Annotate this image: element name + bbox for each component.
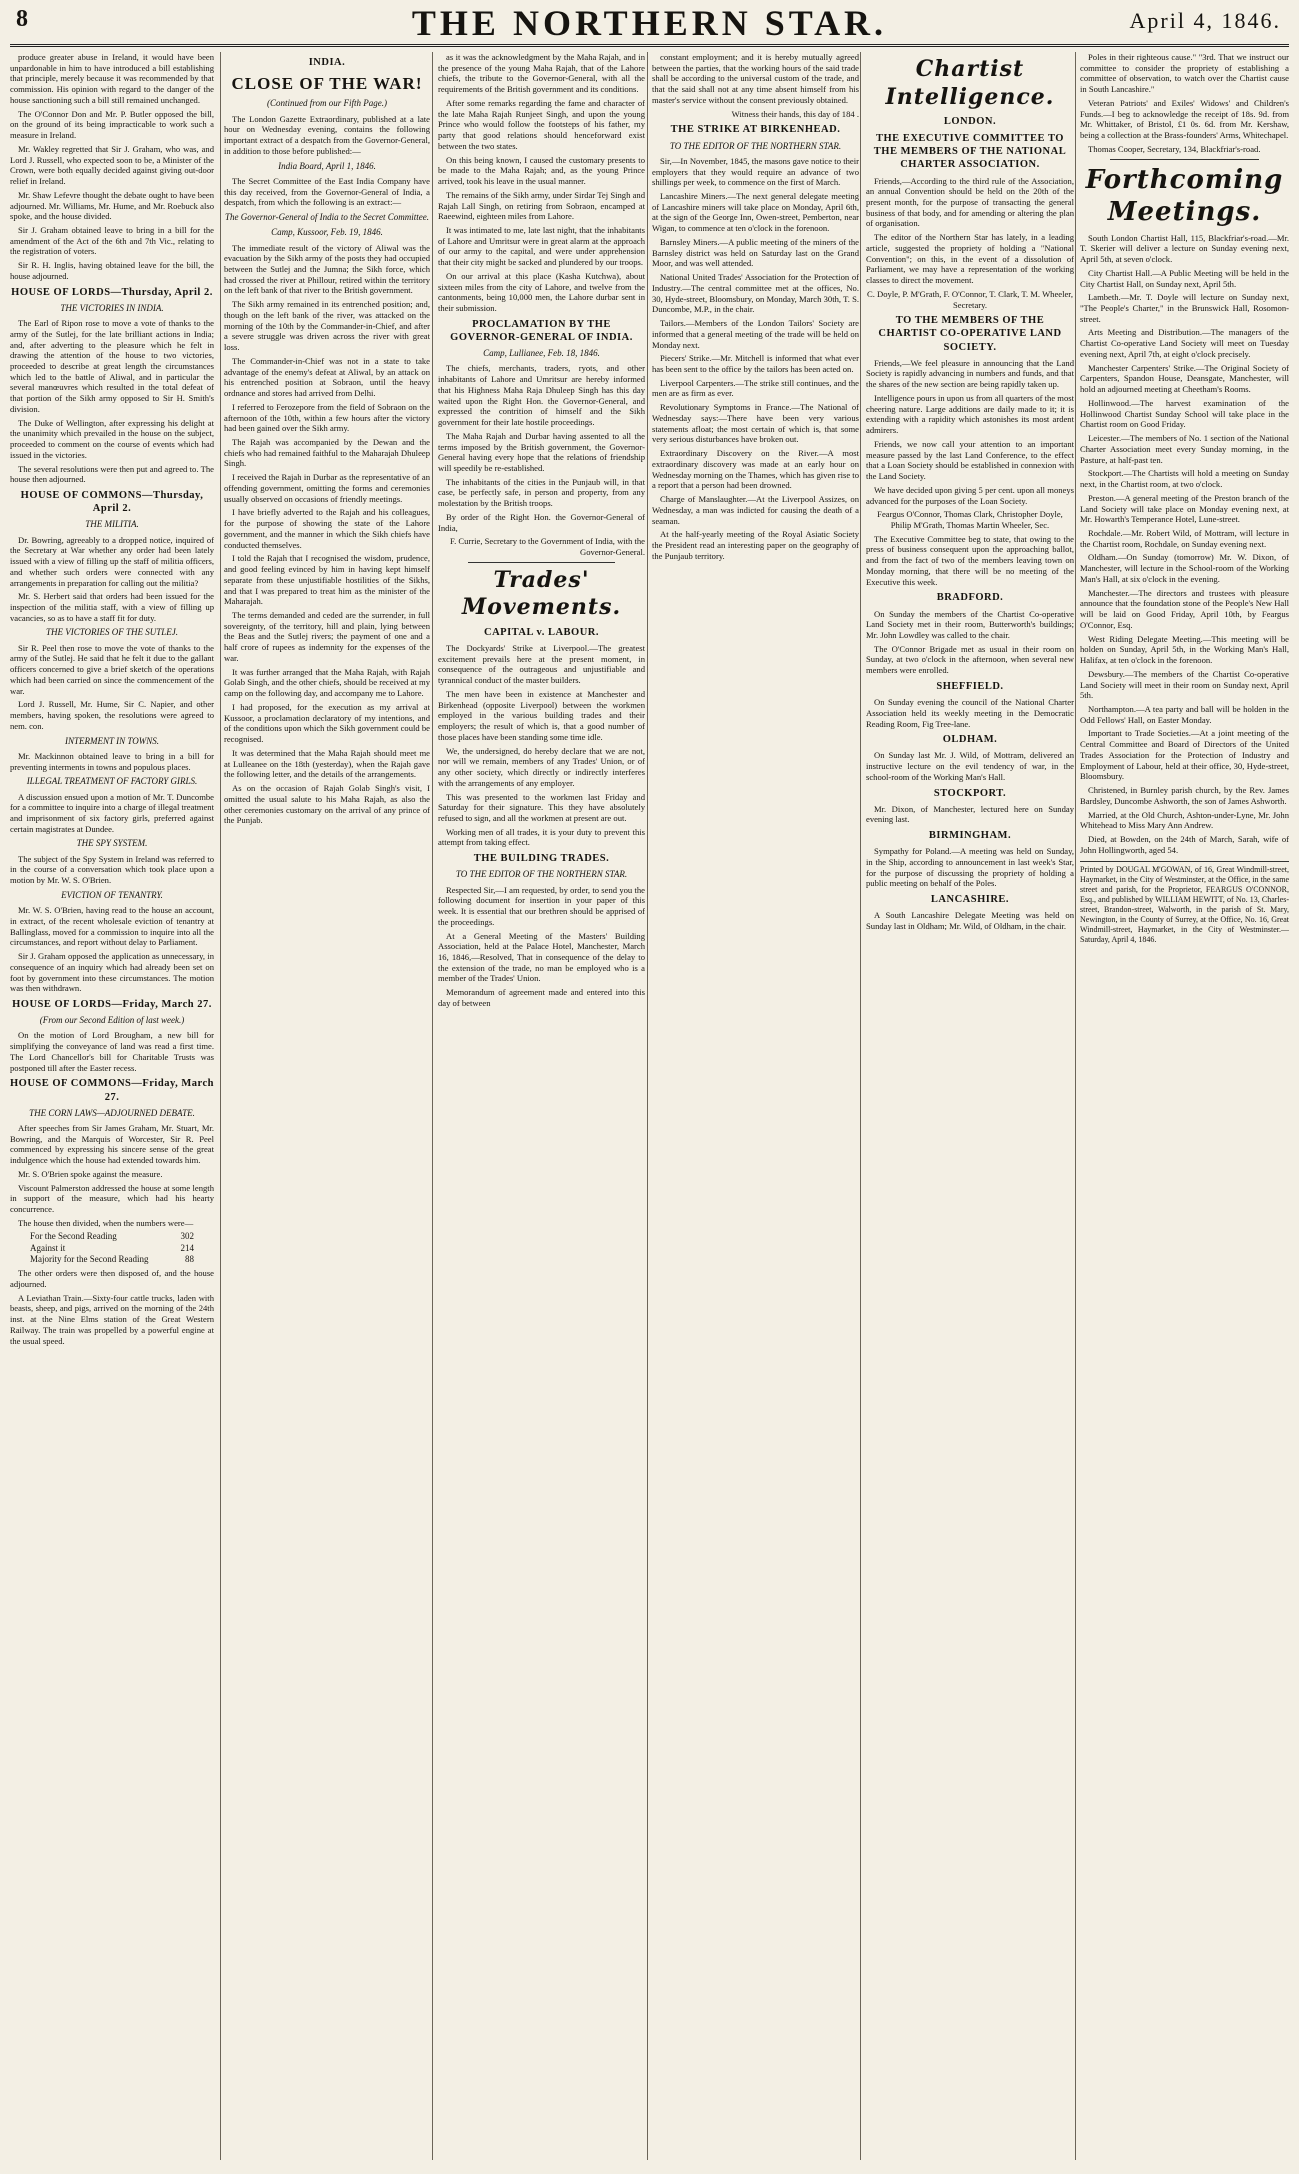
article-paragraph: Tailors.—Members of the London Tailors' Society are informed that a general meeting of the trade will be held on Monday next. <box>652 318 859 350</box>
column-3 <box>438 52 645 2162</box>
article-paragraph: Respected Sir,—I am requested, by order, to send you the following document for insertion in your paper of this week. It is essential that our brethren should be apprised of the proceedings. <box>438 884 645 927</box>
land-society-signatories: Feargus O'Connor, Thomas Clark, Christopher Doyle, Philip M'Grath, Thomas Martin Wheeler, Sec. <box>877 509 1063 530</box>
article-paragraph: The chiefs, merchants, traders, ryots, and other inhabitants of Lahore and Umritsur are hereby informed that his Highness Maha Raja Dhuleep Singh has this day waited upon the Right Hon. the Governor-General, and expressed the contrition of himself and the Sikh government for their late hostile proceedings. <box>438 363 645 428</box>
divider <box>1110 159 1259 160</box>
article-paragraph: Lord J. Russell, Mr. Hume, Sir C. Napier, and other members, having spoken, the resolutions were agreed to nem. con. <box>10 699 214 731</box>
article-paragraph: I received the Rajah in Durbar as the representative of an offending government, omitting the forms and ceremonies usually observed on occasions of friendly meetings. <box>224 472 430 504</box>
article-paragraph: The London Gazette Extraordinary, published at a late hour on Wednesday evening, contains the following important extract of a despatch from the Governor-General, in addition to those before published:— <box>224 113 430 156</box>
article-paragraph: Mr. Mackinnon obtained leave to bring in a bill for preventing interments in towns and populous places. <box>10 750 214 772</box>
masthead-rule <box>10 44 1289 47</box>
article-paragraph: Friends,—We feel pleasure in announcing that the Land Society is rapidly advancing in numbers and funds, and that the shares of the new section are being rapidly taken up. <box>866 357 1074 390</box>
article-paragraph: The several resolutions were then put and agreed to. The house then adjourned. <box>10 463 214 485</box>
article-paragraph: The Dockyards' Strike at Liverpool.—The greatest excitement prevails here at the present moment, in consequence of the outrageous and unjustifiable and tyrannical conduct of the master builders. <box>438 643 645 686</box>
article-paragraph: Memorandum of agreement made and entered into this day of between <box>438 987 645 1008</box>
article-paragraph: On Sunday the members of the Chartist Co-operative Land Society met in their room, Butterworth's buildings; Mr. John Lowdley was called to the chair. <box>866 608 1074 640</box>
column-5 <box>866 52 1074 2162</box>
article-heading: Camp, Kussoor, Feb. 19, 1846. <box>271 227 383 238</box>
article-heading: THE VICTORIES IN INDIA. <box>60 302 164 313</box>
executive-address-heading: THE EXECUTIVE COMMITTEE TO THE MEMBERS OF THE NATIONAL CHARTER ASSOCIATION. <box>873 133 1067 171</box>
article-heading: HOUSE OF COMMONS—Friday, March 27. <box>10 1078 214 1103</box>
article-paragraph: Friends, we now call your attention to an important measure passed by the last Land Conference, to the effect that a Loan Society should be established in connexion with the Land Society. <box>866 438 1074 482</box>
article-paragraph: City Chartist Hall.—A Public Meeting will be held in the City Chartist Hall, on Sunday next, April 5th. <box>1080 267 1289 289</box>
article-paragraph: Working men of all trades, it is your duty to prevent this attempt from taking effect. <box>438 826 645 848</box>
article-heading: Camp, Lullianee, Feb. 18, 1846. <box>483 348 600 359</box>
division-result <box>30 1231 194 1265</box>
newspaper-title: THE NORTHERN STAR. <box>411 3 888 43</box>
article-paragraph: Sir R. Peel then rose to move the vote of thanks to the army of the Sutlej. He said that he felt it due to the gallant officers concerned to give a brief sketch of the operations which had been carried on since the commencement of the war. <box>10 642 214 696</box>
article-heading: India Board, April 1, 1846. <box>278 160 376 171</box>
article-paragraph: Extraordinary Discovery on the River.—A most extraordinary discovery was made at an early hour on Wednesday morning on the Thames, which has given rise to a report that a person had been drowned. <box>652 448 859 491</box>
masthead <box>0 0 1299 50</box>
article-heading: (From our Second Edition of last week.) <box>39 1015 185 1026</box>
article-paragraph: Leicester.—The members of No. 1 section of the National Charter Association meet every Sunday morning, in the Pasture, at half-past ten. <box>1080 433 1289 465</box>
article-paragraph: We, the undersigned, do hereby declare that we are not, nor will we remain, members of any Trades' Union, or of any other society, which directly or indirectly interferes with the arrangements of any employer. <box>438 745 645 788</box>
forthcoming-meetings-title: Forthcoming Meetings. <box>1085 164 1284 228</box>
article-paragraph: On this being known, I caused the customary presents to be made to the Maha Rajah; and, as the young Prince arrived, took his leave in the usual manner. <box>438 154 645 187</box>
article-paragraph: Mr. Shaw Lefevre thought the debate ought to have been adjourned. Mr. Williams, Mr. Hume, and Mr. Roebuck also spoke, and the house divided. <box>10 189 214 222</box>
issue-date: April 4, 1846. <box>1129 8 1281 33</box>
article-paragraph: At a General Meeting of the Masters' Building Association, held at the Palace Hotel, Manchester, March 16, 1846,—Resolved, That in consequence of the delay to the extension of the trade, no man be employed who is a member of the Trades' Union. <box>438 930 645 984</box>
article-paragraph: constant employment; and it is hereby mutually agreed between the parties, that the working hours of the said trade shall be according to the universal custom of the trade, and that the said shall not at any time absent himself from his master's service without the consent previously obtained. <box>652 52 859 105</box>
article-paragraph: Poles in their righteous cause." "3rd. That we instruct our committee to consider the propriety of establishing a committee of observation, to watch over the Chartist cause in South Lancashire." <box>1080 52 1289 95</box>
article-paragraph: It was determined that the Maha Rajah should meet me at Lulleanee on the 18th (yesterday), when the Rajah gave the following letter, and the details of the arrangements. <box>224 747 430 780</box>
vote-label: Against it <box>30 1242 66 1253</box>
article-heading: HOUSE OF COMMONS—Thursday, April 2. <box>20 490 204 515</box>
article-paragraph: On our arrival at this place (Kasha Kutchwa), about sixteen miles from the city of Lahore, and twelve from the cantonments, being 10,000 men, the Lahore durbar sent in their submission. <box>438 270 645 314</box>
article-heading: HOUSE OF LORDS—Friday, March 27. <box>12 999 212 1011</box>
executive-signatories: C. Doyle, P. M'Grath, F. O'Connor, T. Clark, T. M. Wheeler, Secretary. <box>867 288 1073 310</box>
article-heading: THE MILITIA. <box>85 519 139 530</box>
article-heading: SHEFFIELD. <box>936 680 1004 692</box>
article-paragraph: Lambeth.—Mr. T. Doyle will lecture on Sunday next, "The People's Charter," in the Brunswick Hall, Rosomon-street. <box>1080 292 1289 324</box>
article-paragraph: Christened, in Burnley parish church, by the Rev. James Bardsley, Duncombe Ashworth, the son of James Ashworth. <box>1080 785 1289 806</box>
article-paragraph: By order of the Right Hon. the Governor-General of India, <box>438 511 645 533</box>
article-paragraph: Veteran Patriots' and Exiles' Widows' and Children's Funds.—I beg to acknowledge the receipt of 18s. 9d. from Mr. Whittaker, of Bristol, £1 0s. 6d. from Mr. Kershaw, being a collection at the Brass-founders' Arms, Whitechapel. <box>1080 97 1289 141</box>
chartist-intelligence-title: Chartist Intelligence. <box>885 56 1055 110</box>
article-heading: THE VICTORIES OF THE SUTLEJ. <box>45 627 179 638</box>
article-paragraph: A Leviathan Train.—Sixty-four cattle trucks, laden with beasts, sheep, and pigs, arrived on the morning of the 24th inst. at the Nine Elms station of the Great Western Railway. The train was propelled by a powerful engine at the usual speed. <box>10 1292 214 1346</box>
article-paragraph: South London Chartist Hall, 115, Blackfriar's-road.—Mr. T. Skerier will deliver a lecture on Sunday evening next, April 5th, at seven o'clock. <box>1080 232 1289 265</box>
article-paragraph: The Duke of Wellington, after expressing his delight at the unanimity which prevailed in the house on the subject, proceeded to comment on the course of events which had issued in the victories. <box>10 417 214 460</box>
article-heading: LANCASHIRE. <box>930 894 1010 906</box>
article-paragraph: Manchester Carpenters' Strike.—The Original Society of Carpenters, Spandon House, Deansgate, Manchester, will hold an adjourned meeting at Cheetham's Rooms. <box>1080 362 1289 395</box>
article-paragraph: Mr. S. O'Brien spoke against the measure. <box>18 1168 163 1179</box>
article-paragraph: National United Trades' Association for the Protection of Industry.—The central committee met at the offices, No. 30, Hyde-street, Bloomsbury, on Monday, March 30th, T. S. Duncombe, M.P., in the chair. <box>652 272 859 315</box>
article-heading: The Governor-General of India to the Secret Committee. <box>225 212 429 223</box>
article-paragraph: Died, at Bowden, on the 24th of March, Sarah, wife of John Hollingworth, aged 54. <box>1080 834 1289 855</box>
article-heading: TO THE EDITOR OF THE NORTHERN STAR. <box>455 869 628 880</box>
article-paragraph: Mr. S. Herbert said that orders had been issued for the inspection of the militia staff, with a view of filling up vacancies, so as to have a staff fit for duty. <box>10 591 214 623</box>
article-paragraph: The Executive Committee beg to state, that owing to the press of business consequent upon the approaching ballot, and from the fact of two of the members leaving town on Monday morning, that there will be no meeting of the Executive this week. <box>866 533 1074 587</box>
article-paragraph: Preston.—A general meeting of the Preston branch of the Land Society will take place on Monday evening next, at Mr. Howarth's Temperance Hotel, Lune-street. <box>1080 492 1289 525</box>
article-paragraph: We have decided upon giving 5 per cent. upon all moneys advanced for the purposes of the Loan Society. <box>866 484 1074 506</box>
vote-count: 88 <box>185 1253 194 1264</box>
article-paragraph: as it was the acknowledgment by the Maha Rajah, and in the presence of the young Maha Rajah, that of the Lahore chiefs, the tribute to the Governor-General, with all the requirements of the British government and its conditions. <box>438 52 645 95</box>
article-paragraph: The O'Connor Brigade met as usual in their room on Sunday, at two o'clock in the afternoon, when several new members were enrolled. <box>866 643 1074 676</box>
subheadline: (Continued from our Fifth Page.) <box>267 98 387 109</box>
article-heading: THE STRIKE AT BIRKENHEAD. <box>670 124 841 136</box>
article-heading: EVICTION OF TENANTRY. <box>61 889 163 900</box>
article-paragraph: The Maha Rajah and Durbar having assented to all the terms imposed by the British government, the Governor-General having every hope that the relations of friendship will speedily be re-established. <box>438 430 645 473</box>
article-paragraph: It was intimated to me, late last night, that the inhabitants of Lahore and Umritsur were in great alarm at the approach of our army to the capital, and were under apprehension that their city might be sacked and plundered by our troops. <box>438 225 645 268</box>
column-6 <box>1080 52 1289 2162</box>
article-heading: THE SPY SYSTEM. <box>76 838 148 849</box>
article-paragraph: The men have been in existence at Manchester and Birkenhead (opposite Liverpool) between the workmen employed in the various building trades and their employers; the result of which is, that a good number of those places have been standing some time idle. <box>438 688 645 742</box>
article-paragraph: Mr. Dixon, of Manchester, lectured here on Sunday evening last. <box>866 803 1074 825</box>
column-1-lead: produce greater abuse in Ireland, it would have been unpardonable in him to have introduced a bill establishing that principle, merely because it was recommended by that commission. His opinion with regard to the danger of the house sanctioning such a bill still remained unchanged. <box>10 52 214 105</box>
article-paragraph: Revolutionary Symptoms in France.—The National of Wednesday says:—There have been very various statements afloat; the most certain of which is, that some very serious disturbances have broken out. <box>652 402 859 445</box>
article-heading: HOUSE OF LORDS—Thursday, April 2. <box>11 286 213 298</box>
article-paragraph: The Sikh army remained in its entrenched position; and, though on the left bank of the river, was attacked on the morning of the 10th by the Commander-in-Chief, and after a severe struggle was driven across the river with great loss. <box>224 299 430 353</box>
article-paragraph: Dr. Bowring, agreeably to a dropped notice, inquired of the Secretary at War whether any order had been lately issued with a view of filling up the staff of militia officers, and whether such orders were connected with any arrangements in preparation for calling out the militia? <box>10 534 214 588</box>
article-paragraph: On the motion of Lord Brougham, a new bill for simplifying the conveyance of land was read a first time. The Lord Chancellor's bill for Charitable Trusts was postponed till after the Easter recess. <box>10 1030 214 1073</box>
land-society-heading: TO THE MEMBERS OF THE CHARTIST CO-OPERATIVE LAND SOCIETY. <box>878 315 1062 353</box>
vote-row <box>30 1231 194 1242</box>
vote-label: Majority for the Second Reading <box>30 1253 149 1264</box>
article-paragraph: The O'Connor Don and Mr. P. Butler opposed the bill, on the ground of its being impracticable to work such a measure in Ireland. <box>10 108 214 141</box>
article-heading: INTERMENT IN TOWNS. <box>65 735 159 746</box>
divider <box>468 562 615 563</box>
article-paragraph: Dewsbury.—The members of the Chartist Co-operative Land Society will meet in their room on Sunday next, April 5th. <box>1080 668 1289 701</box>
article-paragraph: Friends,—According to the third rule of the Association, an annual Convention should be held on the 20th of the present month, for the purpose of transacting the general business of that body, and for amending or altering the plan of organisation. <box>866 175 1074 229</box>
article-paragraph: Sir,—In November, 1845, the masons gave notice to their employers that they would require an advance of two shillings per week, to commence on the first of March. <box>652 155 859 188</box>
article-paragraph: Rochdale.—Mr. Robert Wild, of Mottram, will lecture in the Chartist room, Rochdale, on Sunday evening next. <box>1080 527 1289 549</box>
article-paragraph: On Sunday last Mr. J. Wild, of Mottram, delivered an instructive lecture on the evil tendency of war, in the school-room of the Working Man's Hall. <box>866 750 1074 782</box>
article-paragraph: Manchester.—The directors and trustees with pleasure announce that the foundation stone of the People's New Hall will be laid on Good Friday, April 10th, by Feargus O'Connor, Esq. <box>1080 587 1289 630</box>
section-title: INDIA. <box>308 57 346 68</box>
article-paragraph: After some remarks regarding the fame and character of the late Maha Rajah Runjeet Singh, and upon the young Prince who would follow the footsteps of his father, my party that good relations should henceforward exist between the two states. <box>438 97 645 151</box>
article-paragraph: The other orders were then disposed of, and the house adjourned. <box>10 1268 214 1289</box>
headline: CLOSE OF THE WAR! <box>231 74 423 94</box>
article-paragraph: Sir J. Graham opposed the application as unnecessary, in consequence of an inquiry which had already been set on foot by government into these circumstances. The motion was then withdrawn. <box>10 951 214 994</box>
article-paragraph: Charge of Manslaughter.—At the Liverpool Assizes, on Wednesday, a man was indicted for causing the death of a seaman. <box>652 494 859 526</box>
article-paragraph: Barnsley Miners.—A public meeting of the miners of the Barnsley district was held on Saturday last on the Grand Moor, and was well attended. <box>652 236 859 269</box>
article-heading: PROCLAMATION BY THE GOVERNOR-GENERAL OF INDIA. <box>450 318 633 344</box>
article-paragraph: Oldham.—On Sunday (tomorrow) Mr. W. Dixon, of Manchester, will lecture in the School-room of the Working Man's Hall, at six o'clock in the evening. <box>1080 552 1289 584</box>
article-paragraph: I told the Rajah that I recognised the wisdom, prudence, and good feeling evinced by him in having kept himself separate from these unjustifiable hostilities of the Sikhs, and that I was prepared to treat him as the minister of the Maharajah. <box>224 553 430 607</box>
article-paragraph: Mr. W. S. O'Brien, having read to the house an account, in extract, of the recent wholesale eviction of tenantry at Ballinglass, moved for a commission to inquire into all the circumstances, and report without delay to Parliament. <box>10 905 214 948</box>
article-paragraph: As on the occasion of Rajah Golab Singh's visit, I omitted the usual salute to his Maha Rajah, as also the other ceremonies customary on the arrival of any prince of the Punjab. <box>224 783 430 826</box>
article-paragraph: Sir J. Graham obtained leave to bring in a bill for the amendment of the Act of the 6th and 7th Vic., relating to the registration of voters. <box>10 225 214 257</box>
article-paragraph: The house then divided, when the numbers were— <box>18 1217 194 1228</box>
signature: F. Currie, Secretary to the Government of India, with the Governor-General. <box>449 536 645 558</box>
vote-label: For the Second Reading <box>30 1231 117 1242</box>
article-paragraph: Viscount Palmerston addressed the house at some length in support of the measure, which had his hearty concurrence. <box>10 1182 214 1215</box>
article-paragraph: A discussion ensued upon a motion of Mr. T. Duncombe for a committee to inquire into a charge of illegal treatment and imprisonment of six factory girls, preferred against certain magistrates at Dundee. <box>10 791 214 834</box>
column-1 <box>10 52 214 2162</box>
article-paragraph: The Secret Committee of the East India Company have this day received, from the Governor-General of India, a despatch, from which the following is an extract:— <box>224 175 430 208</box>
vote-row <box>30 1243 194 1254</box>
article-paragraph: This was presented to the workmen last Friday and Saturday for their signature. This they have absolutely refused to sign, and all the workmen at present are out. <box>438 791 645 824</box>
article-paragraph: West Riding Delegate Meeting.—This meeting will be holden on Sunday, April 5th, in the Working Man's Hall, Halifax, at ten o'clock in the forenoon. <box>1080 633 1289 666</box>
article-paragraph: Lancashire Miners.—The next general delegate meeting of Lancashire miners will take place on Monday, April 6th, at the sign of the George Inn, Owen-street, Pemberton, near Wigan, to commence at ten o'clock in the forenoon. <box>652 190 859 234</box>
dateline-london: LONDON. <box>943 116 997 127</box>
article-paragraph: At the half-yearly meeting of the Royal Asiatic Society the President read an interesting paper on the geography of the Punjaub territory. <box>652 529 859 561</box>
article-paragraph: Sympathy for Poland.—A meeting was held on Sunday, in the Ship, according to announcement in last week's Star, for the purpose of discussing the propriety of holding a public meeting on behalf of the Poles. <box>866 846 1074 889</box>
article-heading: OLDHAM. <box>942 734 998 746</box>
article-paragraph: Arts Meeting and Distribution.—The managers of the Chartist Co-operative Land Society will meet on Tuesday evening next, April 7th, at eight o'clock precisely. <box>1080 327 1289 359</box>
article-paragraph: Piecers' Strike.—Mr. Mitchell is informed that what ever has been sent to the office by the tailors has been acted on. <box>652 353 859 374</box>
printer-imprint: Printed by DOUGAL M'GOWAN, of 16, Great Windmill-street, Haymarket, in the City of Westminster, at the Office, in the same street and parish, for the Proprietor, FEARGUS O'CONNOR, Esq., and published by WILLIAM HEWITT, of No. 13, Charles-street, Brandon-street, Walworth, in the parish of St. Mary, Newington, in the County of Surrey, at the Office, No. 16, Great Windmill-street, Haymarket, in the City of Westminster.—Saturday, April 4, 1846. <box>1080 861 1289 945</box>
article-paragraph: Sir R. H. Inglis, having obtained leave for the bill, the house adjourned. <box>10 260 214 281</box>
article-paragraph: The Earl of Ripon rose to move a vote of thanks to the army of the Sutlej, for the late brilliant actions in India; and, after adverting to the pleasure which he felt in drawing the attention of the house to two victories, proceeded to describe at great length the circumstances which led to the battle of Aliwal, and in particular the several manœuvres which resulted in the total defeat of that portion of the Sikh army opposed to Sir H. Smith's division. <box>10 318 214 414</box>
article-paragraph: The immediate result of the victory of Aliwal was the evacuation by the Sikh army of the posts they had occupied between the Sutlej and the Jumna; the Sikh force, which had crossed the river at Phillour, retired within the territory on the left bank of that river to the British government. <box>224 242 430 296</box>
article-paragraph: A South Lancashire Delegate Meeting was held on Sunday last in Oldham; Mr. Wild, of Oldham, in the chair. <box>866 910 1074 932</box>
vote-row <box>30 1254 194 1265</box>
vote-count: 302 <box>180 1231 194 1242</box>
article-paragraph: The subject of the Spy System in Ireland was referred to in the course of a conversation which took place upon a motion by Mr. W. S. O'Brien. <box>10 853 214 886</box>
article-heading: TO THE EDITOR OF THE NORTHERN STAR. <box>669 140 842 151</box>
article-paragraph: I referred to Ferozepore from the field of Sobraon on the afternoon of the 10th, within a few hours after the victory had been gained over the Sikh army. <box>224 401 430 434</box>
trades-movements-title: Trades' Movements. <box>461 566 622 621</box>
article-paragraph: Mr. Wakley regretted that Sir J. Graham, who was, and Lord J. Russell, who expected soon to be, a Minister of the Crown, were both equally decided against giving out-door relief in Ireland. <box>10 143 214 187</box>
article-paragraph: After speeches from Sir James Graham, Mr. Stuart, Mr. Bowring, and the Marquis of Worcester, Sir R. Peel commenced by expressing his sincere sense of the great indulgence which the house had extended towards him. <box>10 1122 214 1166</box>
article-paragraph: The editor of the Northern Star has lately, in a leading article, suggested the propriety of holding a "National Convention"; on this, in the event of a dissolution of Parliament, we may have a representation of the working classes to direct the movement. <box>866 232 1074 286</box>
article-heading: THE BUILDING TRADES. <box>473 853 610 865</box>
article-paragraph: On Sunday evening the council of the National Charter Association held its weekly meeting in the Democratic Reading Room, Fig Tree-lane. <box>866 697 1074 729</box>
article-paragraph: Hollinwood.—The harvest examination of the Hollinwood Chartist Sunday School will take place in the Chartist room on Good Friday. <box>1080 397 1289 430</box>
vote-count: 214 <box>180 1242 194 1253</box>
trades-subtitle: CAPITAL v. LABOUR. <box>484 626 599 638</box>
article-paragraph: The Commander-in-Chief was not in a state to take advantage of the enemy's defeat at Aliwal, by an attack on his entrenched position at Sobraon, until the heavy ordnance and stores had arrived from Delhi. <box>224 355 430 399</box>
article-paragraph: Married, at the Old Church, Ashton-under-Lyne, Mr. John Whitehead to Miss Mary Ann Andrew. <box>1080 809 1289 831</box>
column-4 <box>652 52 859 2162</box>
article-heading: THE CORN LAWS—ADJOURNED DEBATE. <box>29 1107 195 1118</box>
article-paragraph: I had proposed, for the execution as my arrival at Kussoor, a proclamation declaratory of my intentions, and of the conditions upon which the Sikh government could be recognised. <box>224 701 430 745</box>
article-paragraph: I have briefly adverted to the Rajah and his colleagues, for the purpose of showing the state of the Lahore government, and the manner in which the Sikh chiefs have conducted themselves. <box>224 507 430 550</box>
page-number: 8 <box>16 6 28 32</box>
article-paragraph: Stockport.—The Chartists will hold a meeting on Sunday next, in the Chartist room, at two o'clock. <box>1080 468 1289 490</box>
article-paragraph: Liverpool Carpenters.—The strike still continues, and the men are as firm as ever. <box>652 377 859 399</box>
article-paragraph: The inhabitants of the cities in the Punjaub will, in that case, be perfectly safe, in person and property, from any molestation by the British troops. <box>438 476 645 509</box>
article-paragraph: Northampton.—A tea party and ball will be holden in the Odd Fellows' Hall, on Easter Monday. <box>1080 703 1289 725</box>
article-paragraph: The remains of the Sikh army, under Sirdar Tej Singh and Rajah Lall Singh, on retiring from Sobraon, encamped at Raeewind, eighteen miles from Lahore. <box>438 189 645 222</box>
article-paragraph: Intelligence pours in upon us from all quarters of the most cheering nature. Large additions are daily made to it; it is extending with a rapidity which astonishes its most ardent admirers. <box>866 392 1074 436</box>
article-heading: BIRMINGHAM. <box>928 830 1012 842</box>
article-paragraph: Important to Trade Societies.—At a joint meeting of the Central Committee and Board of Directors of the United Trades Association for the Protection of Industry and Employment of Labour, held at their office, 30, Hyde-street, Bloomsbury. <box>1080 728 1289 782</box>
article-heading: ILLEGAL TREATMENT OF FACTORY GIRLS. <box>26 776 198 787</box>
article-paragraph: The Rajah was accompanied by the Dewan and the chiefs who had remained faithful to the Maharajah Dhuleep Singh. <box>224 437 430 469</box>
article-heading: BRADFORD. <box>936 592 1004 604</box>
article-paragraph: The terms demanded and ceded are the surrender, in full sovereignty, of the territory, hill and plain, lying between the Beas and the Sutlej rivers; the payment of one and a half crore of rupees as indemnity for the expenses of the war. <box>224 610 430 663</box>
article-paragraph: It was further arranged that the Maha Rajah, with Rajah Golab Singh, and the other chiefs, should be received at my camp on the following day, and accompany me to Lahore. <box>224 666 430 699</box>
column-2 <box>224 52 430 2162</box>
article-paragraph: Thomas Cooper, Secretary, 134, Blackfriar's-road. <box>1088 143 1261 154</box>
signature: Witness their hands, this day of 184 . <box>731 108 859 119</box>
article-heading: STOCKPORT. <box>933 787 1007 799</box>
